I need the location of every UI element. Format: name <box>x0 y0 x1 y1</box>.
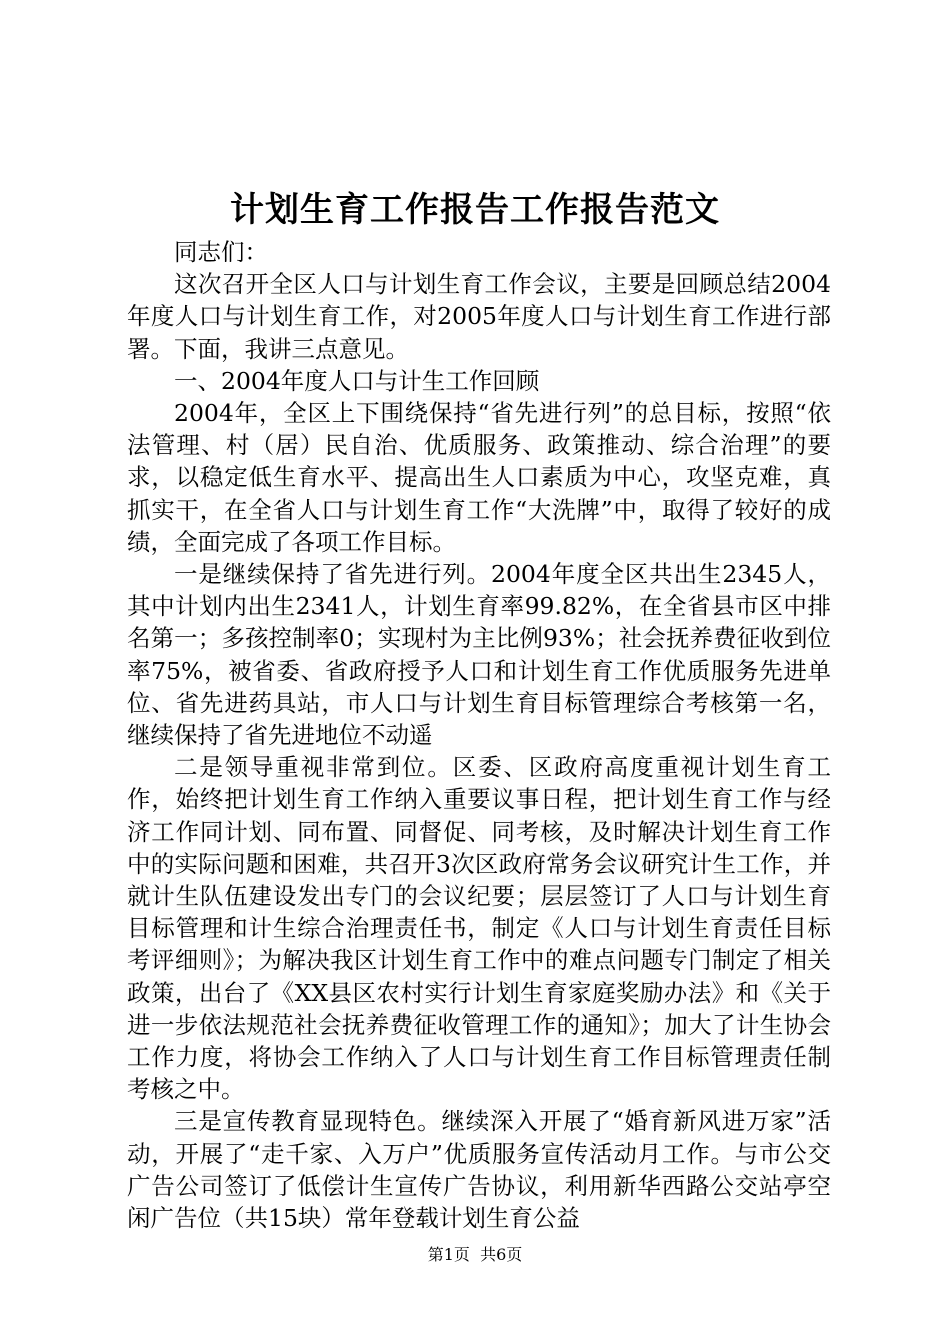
page-footer <box>0 1244 950 1266</box>
paragraph-point-1: 一是继续保持了省先进行列。2004年度全区共出生2345人，其中计划内出生2341人，计划生育率99.82%，在全省县市区中排名第一；多孩控制率0；实现村为主比例93%；社会抚养费征收到位率75%，被省委、省政府授予人口和计划生育工作优质服务先进单位、省先进药具站，市人口与计划生育目标管理综合考核第一名，继续保持了省先进地位不动遥 <box>127 560 831 750</box>
document-body <box>127 236 831 1234</box>
section-heading: 一、2004年度人口与计生工作回顾 <box>174 366 540 395</box>
paragraph-overview: 2004年，全区上下围绕保持“省先进行列”的总目标，按照“依法管理、村（居）民自治、优质服务、政策推动、综合治理”的要求，以稳定低生育水平、提高出生人口素质为中心，攻坚克难，真抓实干，在全省人口与计划生育工作“大洗牌”中，取得了较好的成绩，全面完成了各项工作目标。 <box>127 399 831 556</box>
paragraph-salutation: 同志们： <box>174 238 268 266</box>
paragraph-intro: 这次召开全区人口与计划生育工作会议，主要是回顾总结2004年度人口与计划生育工作，对2005年度人口与计划生育工作进行部署。下面，我讲三点意见。 <box>127 270 831 363</box>
document-title: 计划生育工作报告工作报告范文 <box>230 190 720 230</box>
paragraph-point-2: 二是领导重视非常到位。区委、区政府高度重视计划生育工作，始终把计划生育工作纳入重要议事日程，把计划生育工作与经济工作同计划、同布置、同督促、同考核，及时解决计划生育工作中的实际问题和困难，共召开3次区政府常务会议研究计生工作，并就计生队伍建设发出专门的会议纪要；层层签订了人口与计划生育目标管理和计生综合治理责任书，制定《人口与计划生育责任目标考评细则》；为解决我区计划生育工作中的难点问题专门制定了相关政策，出台了《XX县区农村实行计划生育家庭奖励办法》和《关于进一步依法规范社会抚养费征收管理工作的通知》；加大了计生协会工作力度，将协会工作纳入了人口与计划生育工作目标管理责任制考核之中。 <box>127 753 831 1104</box>
paragraph-point-3: 三是宣传教育显现特色。继续深入开展了“婚育新风进万家”活动，开展了“走千家、入万户”优质服务宣传活动月工作。与市公交广告公司签订了低偿计生宣传广告协议，利用新华西路公交站亭空闲广告位（共15块）常年登载计划生育公益 <box>127 1107 831 1233</box>
page-number: 第1页 共6页 <box>427 1245 523 1264</box>
